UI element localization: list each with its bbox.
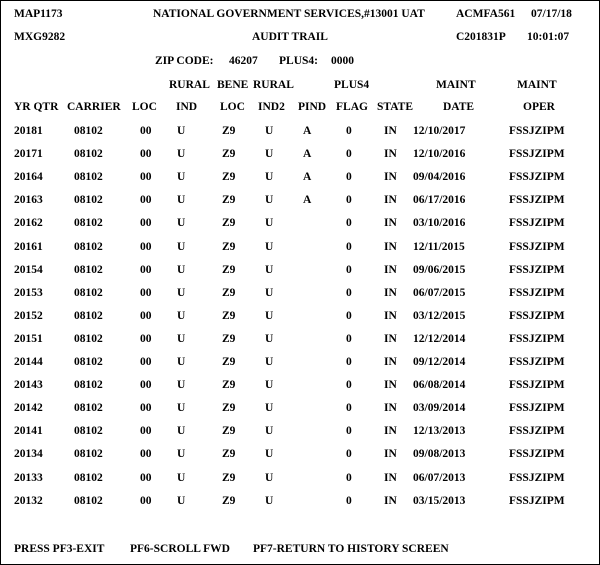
cell-carrier: 08102	[74, 286, 103, 299]
cell-ind: U	[177, 448, 186, 461]
cell-carrier: 08102	[74, 379, 103, 392]
col-top-rural2: RURAL	[253, 79, 294, 91]
cell-date: 09/08/2013	[413, 448, 466, 461]
cell-loc: 00	[140, 148, 152, 161]
cell-pind: A	[303, 125, 312, 137]
cell-yr-qtr: 20181	[14, 125, 43, 137]
cell-state: IN	[384, 494, 397, 507]
cell-flag: 0	[346, 286, 352, 299]
cell-carrier: 08102	[74, 309, 103, 322]
job-id: C201831P	[456, 31, 506, 43]
cell-oper: FSSJZIPM	[509, 332, 565, 345]
pf7-return-history-key[interactable]: PF7-RETURN TO HISTORY SCREEN	[253, 543, 449, 555]
cell-ind: U	[177, 125, 186, 137]
cell-date: 12/10/2016	[413, 148, 466, 161]
cell-loc2: Z9	[222, 148, 236, 161]
cell-carrier: 08102	[74, 332, 103, 345]
cell-loc: 00	[140, 240, 152, 253]
cell-loc2: Z9	[222, 356, 236, 368]
cell-carrier: 08102	[74, 194, 103, 207]
col-yr-qtr: YR QTR	[14, 101, 59, 113]
cell-oper: FSSJZIPM	[509, 356, 565, 368]
cell-date: 09/04/2016	[413, 171, 466, 184]
cell-flag: 0	[346, 402, 352, 415]
cell-carrier: 08102	[74, 240, 103, 253]
cell-loc2: Z9	[222, 471, 236, 484]
cell-state: IN	[384, 332, 397, 345]
cell-oper: FSSJZIPM	[509, 425, 565, 438]
cell-loc2: Z9	[222, 448, 236, 461]
cell-flag: 0	[346, 194, 352, 207]
cell-oper: FSSJZIPM	[509, 402, 565, 415]
cell-ind2: U	[265, 240, 274, 253]
cell-oper: FSSJZIPM	[509, 171, 565, 184]
cell-carrier: 08102	[74, 402, 103, 415]
cell-oper: FSSJZIPM	[509, 471, 565, 484]
cell-flag: 0	[346, 125, 352, 137]
cell-ind2: U	[265, 263, 274, 276]
cell-loc2: Z9	[222, 171, 236, 184]
map-id: MAP1173	[14, 8, 63, 20]
table-row	[1, 241, 600, 254]
cell-state: IN	[384, 309, 397, 322]
cell-yr-qtr: 20152	[14, 309, 43, 322]
cell-flag: 0	[346, 171, 352, 184]
cell-oper: FSSJZIPM	[509, 194, 565, 207]
cell-carrier: 08102	[74, 471, 103, 484]
cell-ind2: U	[265, 194, 274, 207]
col-pind: PIND	[298, 101, 327, 113]
cell-date: 12/12/2014	[413, 332, 466, 345]
cell-flag: 0	[346, 263, 352, 276]
cell-flag: 0	[346, 425, 352, 438]
cell-carrier: 08102	[74, 148, 103, 161]
cell-loc2: Z9	[222, 217, 236, 230]
cell-state: IN	[384, 194, 397, 207]
pf6-scroll-fwd-key[interactable]: PF6-SCROLL FWD	[130, 543, 230, 555]
cell-ind2: U	[265, 148, 274, 161]
cell-loc2: Z9	[222, 125, 236, 137]
cell-pind: A	[303, 148, 312, 161]
cell-oper: FSSJZIPM	[509, 240, 565, 253]
cell-yr-qtr: 20134	[14, 448, 43, 461]
cell-carrier: 08102	[74, 425, 103, 438]
cell-date: 03/15/2013	[413, 494, 466, 507]
cell-carrier: 08102	[74, 263, 103, 276]
cell-date: 06/07/2013	[413, 471, 466, 484]
cell-ind2: U	[265, 448, 274, 461]
cell-flag: 0	[346, 309, 352, 322]
table-row	[1, 125, 600, 138]
cell-yr-qtr: 20141	[14, 425, 43, 438]
cell-oper: FSSJZIPM	[509, 263, 565, 276]
cell-oper: FSSJZIPM	[509, 379, 565, 392]
cell-ind2: U	[265, 125, 274, 137]
cell-carrier: 08102	[74, 494, 103, 507]
cell-flag: 0	[346, 448, 352, 461]
cell-ind: U	[177, 356, 186, 368]
cell-oper: FSSJZIPM	[509, 217, 565, 230]
table-row	[1, 333, 600, 346]
cell-pind: A	[303, 194, 312, 207]
cell-yr-qtr: 20142	[14, 402, 43, 415]
cell-state: IN	[384, 148, 397, 161]
cell-ind: U	[177, 309, 186, 322]
cell-loc: 00	[140, 171, 152, 184]
col-top-maint-date: MAINT	[436, 79, 476, 91]
col-top-rural: RURAL	[169, 79, 210, 91]
cell-yr-qtr: 20143	[14, 379, 43, 392]
cell-ind: U	[177, 425, 186, 438]
table-row	[1, 287, 600, 300]
cell-date: 12/13/2013	[413, 425, 466, 438]
cell-loc2: Z9	[222, 286, 236, 299]
cell-flag: 0	[346, 356, 352, 368]
cell-yr-qtr: 20164	[14, 171, 43, 184]
cell-flag: 0	[346, 471, 352, 484]
plus4-label: PLUS4:	[279, 55, 318, 67]
cell-state: IN	[384, 425, 397, 438]
col-carrier: CARRIER	[67, 101, 121, 113]
table-row	[1, 402, 600, 415]
cell-ind: U	[177, 171, 186, 184]
cell-ind: U	[177, 263, 186, 276]
col-ind2: IND2	[258, 101, 285, 113]
cell-yr-qtr: 20153	[14, 286, 43, 299]
cell-date: 03/12/2015	[413, 309, 466, 322]
cell-date: 06/07/2015	[413, 286, 466, 299]
table-row	[1, 171, 600, 184]
cell-ind: U	[177, 286, 186, 299]
cell-date: 12/10/2017	[413, 125, 466, 137]
cell-carrier: 08102	[74, 448, 103, 461]
cell-state: IN	[384, 448, 397, 461]
col-date: DATE	[443, 101, 475, 113]
cell-carrier: 08102	[74, 217, 103, 230]
cell-ind2: U	[265, 402, 274, 415]
cell-loc2: Z9	[222, 240, 236, 253]
cell-loc: 00	[140, 379, 152, 392]
cell-flag: 0	[346, 494, 352, 507]
cell-flag: 0	[346, 379, 352, 392]
cell-loc2: Z9	[222, 309, 236, 322]
screen-time: 10:01:07	[527, 31, 570, 43]
cell-ind2: U	[265, 286, 274, 299]
cell-ind: U	[177, 494, 186, 507]
cell-oper: FSSJZIPM	[509, 494, 565, 507]
zip-label: ZIP CODE:	[155, 55, 214, 67]
cell-loc2: Z9	[222, 194, 236, 207]
cell-ind: U	[177, 471, 186, 484]
cell-state: IN	[384, 471, 397, 484]
pf3-exit-key[interactable]: PRESS PF3-EXIT	[14, 543, 105, 555]
cell-loc: 00	[140, 425, 152, 438]
table-row	[1, 425, 600, 438]
cell-yr-qtr: 20133	[14, 471, 43, 484]
cell-oper: FSSJZIPM	[509, 125, 565, 137]
table-row	[1, 194, 600, 207]
cell-loc: 00	[140, 194, 152, 207]
cell-ind2: U	[265, 471, 274, 484]
cell-state: IN	[384, 125, 397, 137]
cell-yr-qtr: 20162	[14, 217, 43, 230]
cell-carrier: 08102	[74, 356, 103, 368]
cell-ind: U	[177, 217, 186, 230]
cell-state: IN	[384, 402, 397, 415]
cell-ind2: U	[265, 379, 274, 392]
col-top-maint-oper: MAINT	[517, 79, 557, 91]
cell-loc: 00	[140, 332, 152, 345]
cell-loc2: Z9	[222, 332, 236, 345]
cell-loc: 00	[140, 217, 152, 230]
cell-flag: 0	[346, 148, 352, 161]
screen-subtitle: AUDIT TRAIL	[252, 31, 328, 43]
cell-loc: 00	[140, 356, 152, 368]
cell-loc: 00	[140, 471, 152, 484]
cell-pind: A	[303, 171, 312, 184]
col-ind: IND	[176, 101, 198, 113]
cell-ind2: U	[265, 425, 274, 438]
zip-value: 46207	[229, 55, 258, 67]
cell-ind2: U	[265, 494, 274, 507]
cell-yr-qtr: 20154	[14, 263, 43, 276]
plus4-value: 0000	[331, 55, 354, 67]
cell-state: IN	[384, 286, 397, 299]
cell-ind: U	[177, 148, 186, 161]
col-flag: FLAG	[336, 101, 368, 113]
cell-carrier: 08102	[74, 125, 103, 137]
cell-ind2: U	[265, 171, 274, 184]
table-row	[1, 448, 600, 461]
cell-date: 06/17/2016	[413, 194, 466, 207]
cell-yr-qtr: 20144	[14, 356, 43, 368]
cell-loc2: Z9	[222, 379, 236, 392]
cell-state: IN	[384, 171, 397, 184]
cell-loc2: Z9	[222, 425, 236, 438]
cell-loc2: Z9	[222, 402, 236, 415]
cell-state: IN	[384, 379, 397, 392]
cell-yr-qtr: 20163	[14, 194, 43, 207]
cell-loc: 00	[140, 402, 152, 415]
cell-date: 12/11/2015	[413, 240, 465, 253]
cell-oper: FSSJZIPM	[509, 309, 565, 322]
col-state: STATE	[377, 101, 414, 113]
cell-yr-qtr: 20132	[14, 494, 43, 507]
table-row	[1, 217, 600, 230]
cell-ind: U	[177, 194, 186, 207]
table-row	[1, 495, 600, 508]
cell-flag: 0	[346, 332, 352, 345]
cell-date: 06/08/2014	[413, 379, 466, 392]
cell-ind2: U	[265, 217, 274, 230]
cell-ind2: U	[265, 356, 274, 368]
col-top-bene: BENE	[217, 79, 249, 91]
cell-oper: FSSJZIPM	[509, 148, 565, 161]
table-row	[1, 472, 600, 485]
col-loc2: LOC	[220, 101, 245, 113]
cell-ind2: U	[265, 309, 274, 322]
cell-loc: 00	[140, 494, 152, 507]
cell-oper: FSSJZIPM	[509, 448, 565, 461]
cell-carrier: 08102	[74, 171, 103, 184]
cell-loc: 00	[140, 448, 152, 461]
col-top-plus4: PLUS4	[334, 79, 370, 91]
cell-ind: U	[177, 240, 186, 253]
screen-id: ACMFA561	[456, 8, 516, 20]
cell-state: IN	[384, 240, 397, 253]
user-id: MXG9282	[14, 31, 66, 43]
cell-flag: 0	[346, 240, 352, 253]
cell-ind: U	[177, 379, 186, 392]
cell-state: IN	[384, 263, 397, 276]
cell-date: 03/09/2014	[413, 402, 466, 415]
cell-date: 09/06/2015	[413, 263, 466, 276]
cell-yr-qtr: 20171	[14, 148, 43, 161]
cell-flag: 0	[346, 217, 352, 230]
cell-loc: 00	[140, 286, 152, 299]
cell-loc: 00	[140, 125, 152, 137]
cell-loc: 00	[140, 263, 152, 276]
cell-ind2: U	[265, 332, 274, 345]
cell-state: IN	[384, 356, 397, 368]
cell-ind: U	[177, 402, 186, 415]
cell-loc2: Z9	[222, 263, 236, 276]
table-row	[1, 379, 600, 392]
table-row	[1, 356, 600, 369]
col-oper: OPER	[523, 101, 555, 113]
table-row	[1, 148, 600, 161]
table-row	[1, 310, 600, 323]
col-loc: LOC	[132, 101, 157, 113]
cell-yr-qtr: 20151	[14, 332, 43, 345]
cell-state: IN	[384, 217, 397, 230]
cell-oper: FSSJZIPM	[509, 286, 565, 299]
cell-loc2: Z9	[222, 494, 236, 507]
table-row	[1, 264, 600, 277]
cell-ind: U	[177, 332, 186, 345]
cell-date: 03/10/2016	[413, 217, 466, 230]
cell-yr-qtr: 20161	[14, 240, 43, 253]
cell-date: 09/12/2014	[413, 356, 466, 368]
screen-title: NATIONAL GOVERNMENT SERVICES,#13001 UAT	[153, 8, 425, 20]
screen-date: 07/17/18	[531, 8, 572, 20]
cell-loc: 00	[140, 309, 152, 322]
